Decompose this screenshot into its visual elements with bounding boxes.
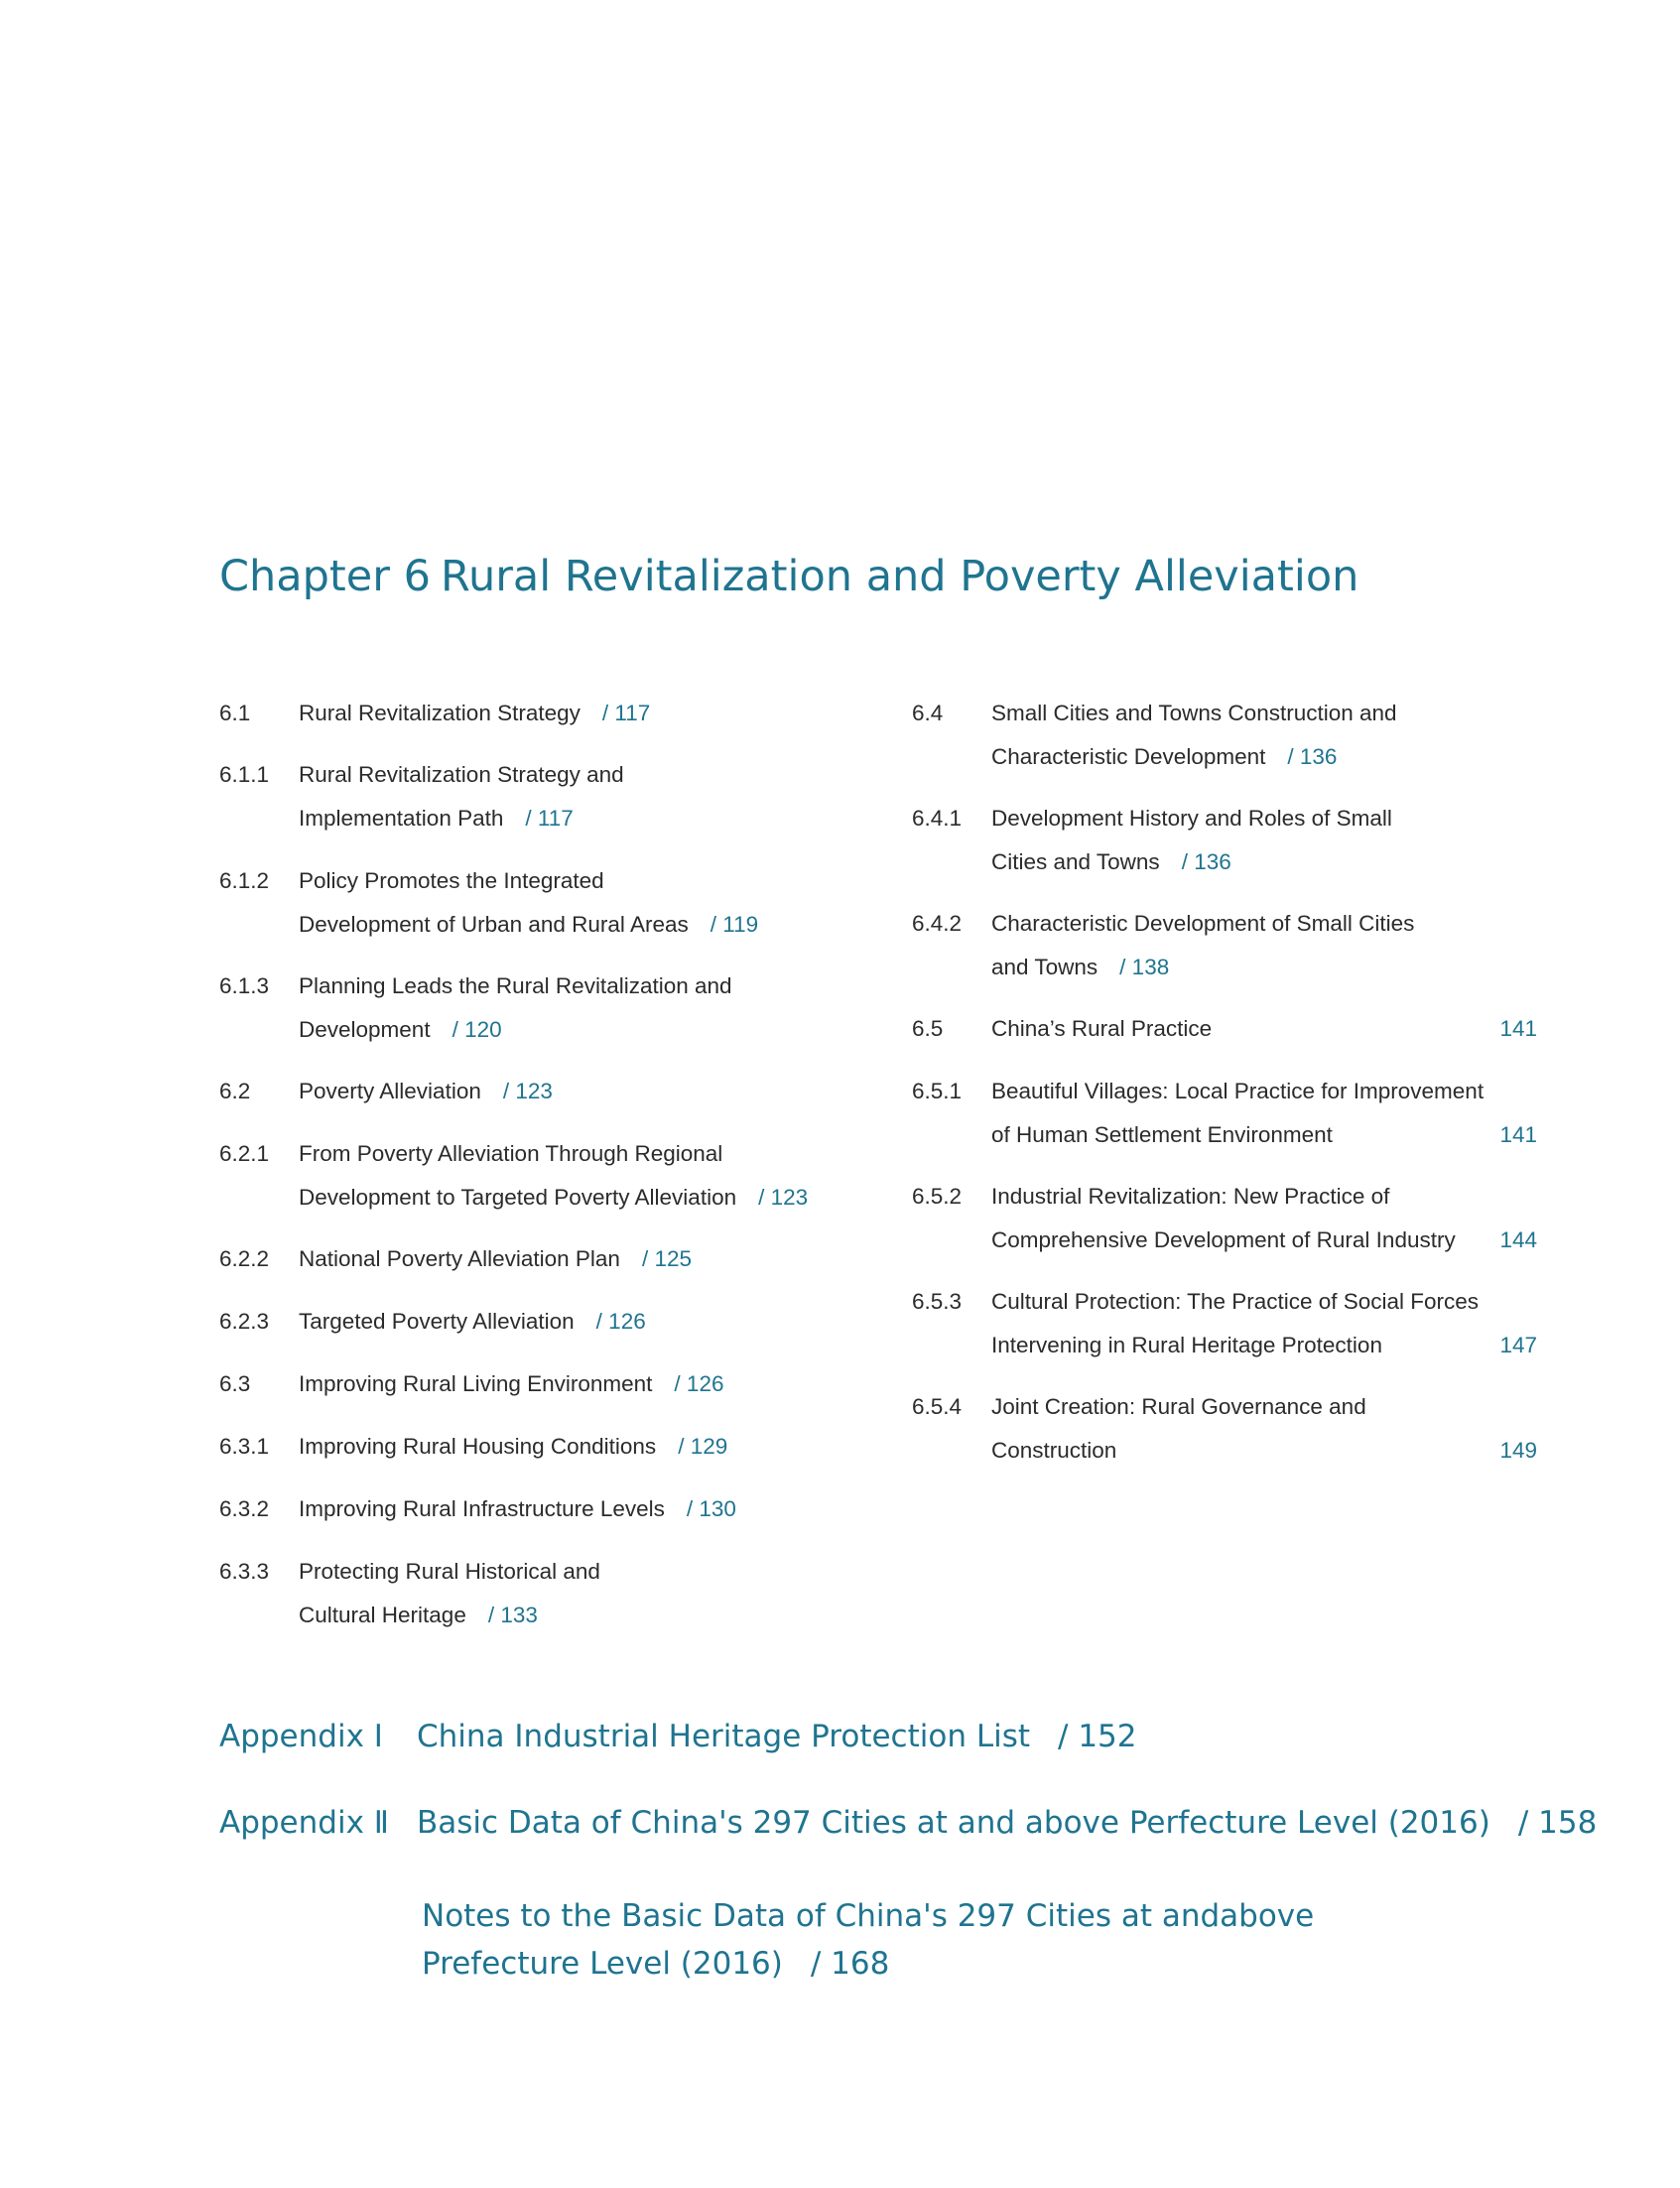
chapter-heading [219,552,1359,601]
appendix-page[interactable]: / 158 [1517,1805,1598,1841]
toc-entry-title: Improving Rural Infrastructure Levels [299,1496,665,1521]
toc-entry-page[interactable]: 141 [1499,1122,1537,1147]
toc-entry-page[interactable]: / 119 [710,912,759,937]
toc-entry-page[interactable]: / 136 [1287,744,1338,769]
toc-entry-title-cont: Construction [991,1438,1117,1463]
toc-entry-title: Improving Rural Housing Conditions [299,1434,657,1459]
toc-entry-number: 6.1 [219,701,251,725]
toc-entry-title: Improving Rural Living Environment [299,1371,653,1396]
toc-entry-title: Policy Promotes the Integrated [299,868,604,893]
appendix-page[interactable]: / 152 [1058,1719,1137,1754]
toc-entry-page[interactable]: / 117 [525,806,574,831]
toc-entry-title-cont: Cities and Towns [991,849,1160,874]
toc-entry-number: 6.2.1 [219,1141,270,1166]
toc-entry-number: 6.1.1 [219,762,270,787]
toc-entry-title: Joint Creation: Rural Governance and [991,1394,1366,1419]
toc-entry-number: 6.4.1 [912,806,963,831]
toc-entry-title: Characteristic Development of Small Cities [991,911,1415,936]
toc-entry-number: 6.2 [219,1079,251,1103]
toc-entry-number: 6.3.1 [219,1434,270,1459]
toc-entry-number: 6.3 [219,1371,251,1396]
toc-entry-title-cont: Characteristic Development [991,744,1266,769]
appendix-notes-entry[interactable] [422,1892,1314,1988]
toc-entry-title: Targeted Poverty Alleviation [299,1309,575,1334]
toc-entry-title-cont: Cultural Heritage [299,1603,466,1627]
chapter-title: Rural Revitalization and Poverty Alleviation [441,552,1359,601]
toc-entry-title-cont: Development to Targeted Poverty Alleviation [299,1185,737,1210]
toc-entry-page[interactable]: 141 [1499,1016,1537,1041]
notes-title: Notes to the Basic Data of China's 297 Cities at andabove [422,1898,1315,1934]
toc-entry-title-cont: Intervening in Rural Heritage Protection [991,1333,1382,1357]
toc-entry-page[interactable]: / 130 [686,1496,736,1521]
toc-entry-page[interactable]: / 123 [502,1079,553,1103]
toc-entry-title: Planning Leads the Rural Revitalization and [299,973,732,998]
toc-entry-title: Beautiful Villages: Local Practice for Improvement [991,1079,1485,1103]
toc-entry-title: Industrial Revitalization: New Practice of [991,1184,1390,1209]
toc-entry-page[interactable]: / 126 [595,1309,646,1334]
toc-entry-page[interactable]: / 129 [678,1434,728,1459]
toc-entry-title: Rural Revitalization Strategy and [299,762,624,787]
toc-entry-number: 6.3.2 [219,1496,270,1521]
chapter-number: Chapter 6 [219,552,431,601]
toc-entry-page[interactable]: / 133 [487,1603,538,1627]
toc-entry[interactable] [912,1385,1537,1473]
appendix-entry[interactable] [219,1719,1137,1754]
appendix-label: Appendix Ⅰ [219,1719,383,1754]
toc-entry-page[interactable]: / 123 [758,1185,809,1210]
toc-entry-page[interactable]: / 136 [1181,849,1231,874]
toc-entry-page[interactable]: / 120 [452,1017,502,1042]
toc-entry-title-cont: Comprehensive Development of Rural Industry [991,1227,1456,1252]
appendix-entry[interactable] [219,1805,1598,1841]
toc-entry[interactable] [912,1175,1537,1262]
toc-entry-title: Development History and Roles of Small [991,806,1392,831]
toc-entry-page[interactable]: / 117 [601,701,651,725]
toc-entry-number: 6.5.4 [912,1394,963,1419]
appendix-title: China Industrial Heritage Protection List [417,1719,1031,1754]
toc-entry-number: 6.1.2 [219,868,270,893]
toc-entry-title: Protecting Rural Historical and [299,1559,600,1584]
toc-entry[interactable] [912,1070,1537,1157]
toc-entry-title: From Poverty Alleviation Through Regional [299,1141,723,1166]
toc-entry-title-cont: of Human Settlement Environment [991,1122,1333,1147]
toc-entry-title: Small Cities and Towns Construction and [991,701,1397,725]
toc-entry-number: 6.5.3 [912,1289,963,1314]
toc-entry-title: Rural Revitalization Strategy [299,701,581,725]
notes-page[interactable]: / 168 [810,1946,890,1982]
toc-entry-page[interactable]: 147 [1499,1333,1537,1357]
toc-entry-title: China’s Rural Practice [991,1016,1213,1041]
toc-entry-number: 6.4.2 [912,911,963,936]
toc-entry-title-cont: Development [299,1017,431,1042]
toc-entry-number: 6.2.3 [219,1309,270,1334]
toc-entry-page[interactable]: / 138 [1119,955,1170,979]
appendix-label: Appendix Ⅱ [219,1805,390,1841]
toc-entry-page[interactable]: 149 [1499,1438,1537,1463]
toc-entry-title-cont: Implementation Path [299,806,504,831]
toc-entry-title-cont: Development of Urban and Rural Areas [299,912,689,937]
toc-entry-number: 6.3.3 [219,1559,270,1584]
toc-entry-number: 6.2.2 [219,1246,270,1271]
toc-entry-title: National Poverty Alleviation Plan [299,1246,620,1271]
toc-entry-title: Poverty Alleviation [299,1079,481,1103]
toc-entry-number: 6.4 [912,701,944,725]
appendix-title: Basic Data of China's 297 Cities at and above Perfecture Level (2016) [417,1805,1490,1841]
toc-entry-number: 6.5.1 [912,1079,963,1103]
toc-entry-number: 6.1.3 [219,973,270,998]
toc-entry-page[interactable]: / 125 [641,1246,692,1271]
toc-entry-title: Cultural Protection: The Practice of Social Forces [991,1289,1480,1314]
toc-entry-page[interactable]: 144 [1499,1227,1537,1252]
toc-entry-title-cont: and Towns [991,955,1098,979]
toc-entry[interactable] [912,1280,1537,1367]
toc-entry-page[interactable]: / 126 [674,1371,724,1396]
toc-entry-number: 6.5.2 [912,1184,963,1209]
toc-entry-number: 6.5 [912,1016,944,1041]
notes-title-cont: Prefecture Level (2016) [422,1946,783,1982]
